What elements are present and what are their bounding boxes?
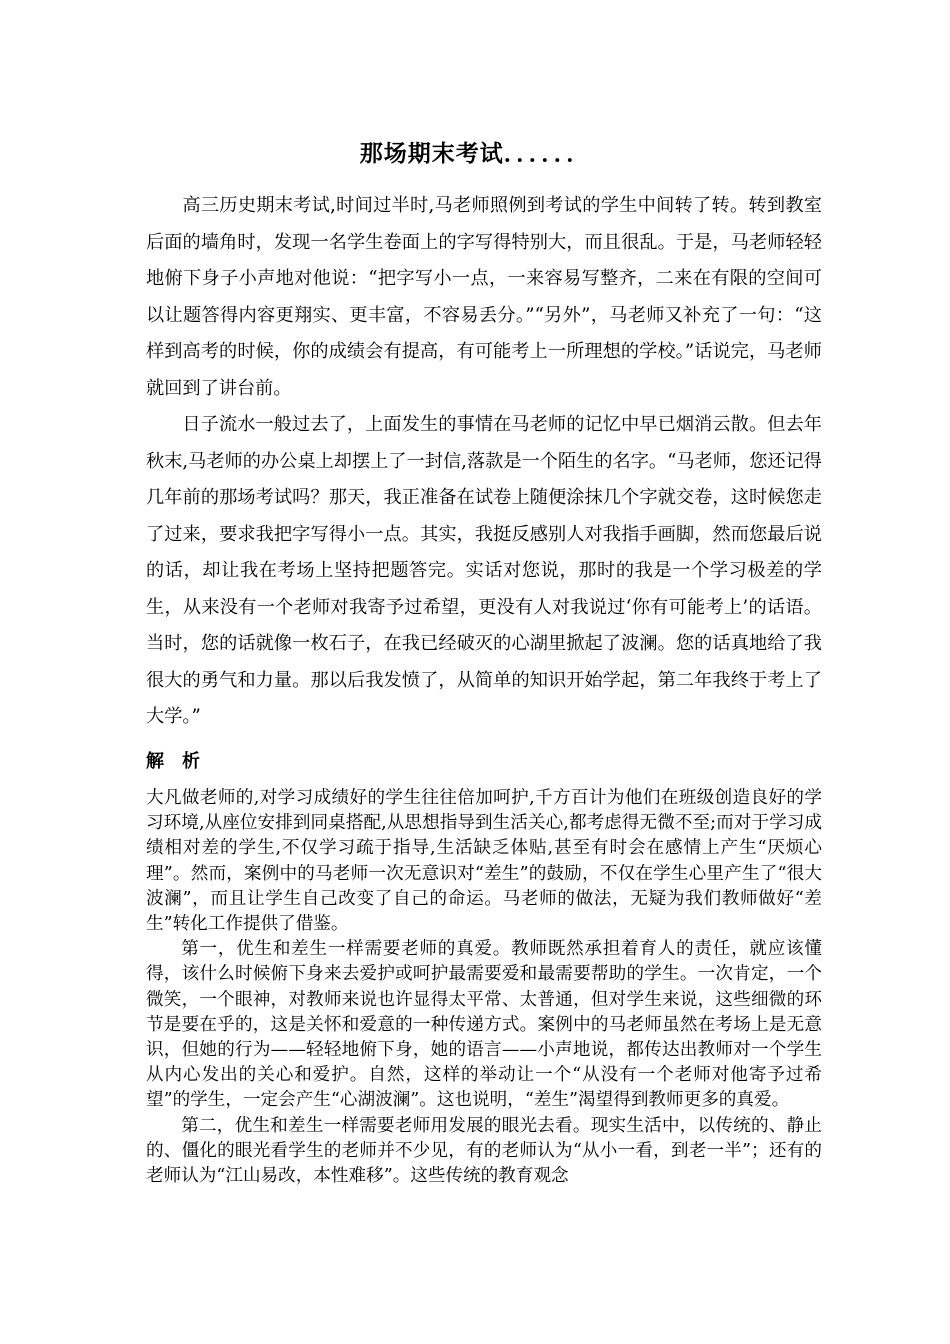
page-title: 那场期末考试．．．．．． <box>359 141 591 167</box>
analysis-paragraph-2: 第一，优生和差生一样需要老师的真爱。教师既然承担着育人的责任，就应该懂得，该什么时候俯下身来去爱护或呵护最需要爱和最需要帮助的学生。一次肯定，一个微笑，一个眼神，对教师来说也许显得太平常、太普通，但对学生来说，这些细微的环节是要在乎的，这是关怀和爱意的一种传递方式。案例中的马老师虽然在考场上是无意识，但她的行为——轻轻地俯下身，她的语言——小声地说，都传达出教师对一个学生从内心发出的关心和爱护。自然，这样的举动让一个“从没有一个老师对他寄予过希望”的学生，一定会产生“心湖波澜”。这也说明，“差生”渴望得到教师更多的真爱。 <box>146 939 822 1111</box>
story-paragraph-1: 高三历史期末考试,时间过半时,马老师照例到考试的学生中间转了转。转到教室后面的墙角时，发现一名学生卷面上的字写得特别大，而且很乱。于是，马老师轻轻地俯下身子小声地对他说：“把字写小一点，一来容易写整齐，二来在有限的空间可以让题答得内容更翔实、更丰富，不容易丢分。”“另外”，马老师又补充了一句：“这样到高考的时候，你的成绩会有提高，有可能考上一所理想的学校。”话说完，马老师就回到了讲台前。 <box>146 195 822 399</box>
story-paragraph-2: 日子流水一般过去了，上面发生的事情在马老师的记忆中早已烟消云散。但去年秋末,马老师的办公桌上却摆上了一封信,落款是一个陌生的名字。“马老师，您还记得几年前的那场考试吗？那天，我正准备在试卷上随便涂抹几个字就交卷，这时候您走了过来，要求我把字写得小一点。其实，我挺反感别人对我指手画脚，然而您最后说的话，却让我在考场上坚持把题答完。实话对您说，那时的我是一个学习极差的学生，从来没有一个老师对我寄予过希望，更没有人对我说过‘你有可能考上’的话语。当时，您的话就像一枚石子，在我已经破灭的心湖里掀起了波澜。您的话真地给了我很大的勇气和力量。那以后我发愤了，从简单的知识开始学起，第二年我终于考上了大学。” <box>146 414 822 727</box>
analysis-section <box>146 786 822 1189</box>
analysis-heading: 解析 <box>146 751 218 772</box>
analysis-paragraph-3: 第二，优生和差生一样需要老师用发展的眼光去看。现实生活中，以传统的、静止的、僵化的眼光看学生的老师并不少见，有的老师认为“从小一看，到老一半”；还有的老师认为“江山易改，本性难移”。这些传统的教育观念 <box>146 1115 822 1187</box>
story-section <box>146 188 822 736</box>
analysis-paragraph-1: 大凡做老师的,对学习成绩好的学生往往倍加呵护,千方百计为他们在班级创造良好的学习环境,从座位安排到同桌搭配,从思想指导到生活关心,都考虑得无微不至;而对于学习成绩相对差的学生,不仅学习疏于指导,生活缺乏体贴,甚至有时会在感情上产生“厌烦心理”。然而，案例中的马老师一次无意识对“差生”的鼓励，不仅在学生心里产生了“很大波澜”，而且让学生自己改变了自己的命运。马老师的做法，无疑为我们教师做好“差生”转化工作提供了借鉴。 <box>146 788 822 935</box>
